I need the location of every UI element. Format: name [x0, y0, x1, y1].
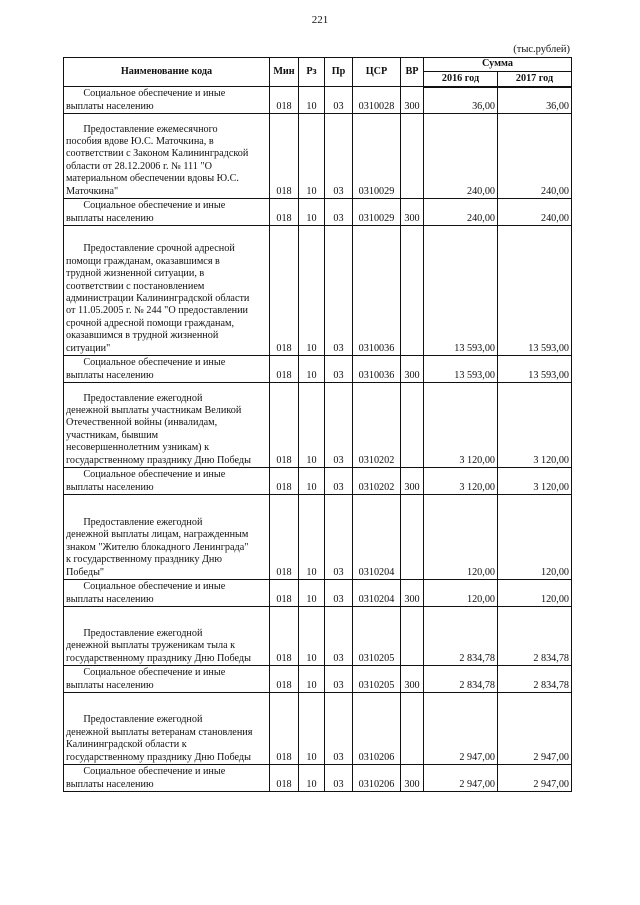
cell-name: Предоставление ежегодной денежной выплаты участникам Великой Отечественной войны (инвалидам, участникам, бывшим несовершеннолетним узникам) к государственному празднику Дню Победы: [64, 383, 270, 468]
cell-rz: 10: [299, 666, 325, 693]
table-row: [64, 87, 572, 114]
cell-sum-2017: 2 834,78: [498, 666, 572, 693]
table-row: [64, 199, 572, 226]
cell-csr: 0310206: [353, 765, 401, 792]
table-header: [64, 58, 572, 87]
table-row: [64, 580, 572, 607]
cell-min: 018: [270, 666, 299, 693]
header-name: Наименование кода: [64, 58, 270, 87]
cell-vr: 300: [401, 765, 424, 792]
cell-name: Социальное обеспечение и иные выплаты населению: [64, 765, 270, 792]
cell-pr: 03: [325, 468, 353, 495]
cell-pr: 03: [325, 356, 353, 383]
cell-rz: 10: [299, 87, 325, 114]
cell-sum-2016: 240,00: [424, 199, 498, 226]
page-number: 221: [311, 14, 329, 26]
cell-sum-2017: 3 120,00: [498, 383, 572, 468]
cell-pr: 03: [325, 666, 353, 693]
header-csr: ЦСР: [353, 58, 401, 87]
cell-vr: [401, 607, 424, 666]
cell-vr: 300: [401, 468, 424, 495]
budget-table: [63, 57, 572, 792]
cell-csr: 0310036: [353, 356, 401, 383]
cell-pr: 03: [325, 199, 353, 226]
cell-csr: 0310205: [353, 666, 401, 693]
cell-rz: 10: [299, 580, 325, 607]
cell-sum-2017: 36,00: [498, 87, 572, 114]
cell-vr: [401, 383, 424, 468]
cell-csr: 0310205: [353, 607, 401, 666]
table-row: [64, 495, 572, 580]
cell-min: 018: [270, 356, 299, 383]
cell-name: Социальное обеспечение и иные выплаты населению: [64, 666, 270, 693]
cell-rz: 10: [299, 693, 325, 765]
cell-min: 018: [270, 468, 299, 495]
cell-csr: 0310204: [353, 495, 401, 580]
cell-min: 018: [270, 693, 299, 765]
cell-sum-2017: 120,00: [498, 580, 572, 607]
cell-csr: 0310036: [353, 226, 401, 356]
table-row: [64, 765, 572, 792]
cell-rz: 10: [299, 226, 325, 356]
cell-sum-2016: 120,00: [424, 580, 498, 607]
header-min: Мин: [270, 58, 299, 87]
header-rz: Рз: [299, 58, 325, 87]
cell-name: Социальное обеспечение и иные выплаты населению: [64, 580, 270, 607]
table-row: [64, 114, 572, 199]
cell-pr: 03: [325, 114, 353, 199]
header-sum: Сумма: [424, 58, 572, 72]
cell-min: 018: [270, 226, 299, 356]
header-year-2017: 2017 год: [498, 72, 572, 87]
cell-pr: 03: [325, 693, 353, 765]
cell-name: Социальное обеспечение и иные выплаты населению: [64, 199, 270, 226]
cell-sum-2017: 2 947,00: [498, 765, 572, 792]
cell-csr: 0310204: [353, 580, 401, 607]
cell-sum-2016: 2 947,00: [424, 765, 498, 792]
cell-sum-2016: 13 593,00: [424, 226, 498, 356]
cell-vr: [401, 226, 424, 356]
cell-vr: 300: [401, 580, 424, 607]
cell-pr: 03: [325, 765, 353, 792]
cell-csr: 0310029: [353, 199, 401, 226]
cell-name: Предоставление ежемесячного пособия вдове Ю.С. Маточкина, в соответствии с Законом Калининградской области от 28.12.2006 г. № 111 "О материальном обеспечении вдовы Ю.С. Маточкина": [64, 114, 270, 199]
cell-vr: [401, 495, 424, 580]
cell-sum-2017: 2 947,00: [498, 693, 572, 765]
cell-name: Социальное обеспечение и иные выплаты населению: [64, 468, 270, 495]
cell-pr: 03: [325, 495, 353, 580]
cell-rz: 10: [299, 383, 325, 468]
table-row: [64, 383, 572, 468]
cell-csr: 0310029: [353, 114, 401, 199]
cell-pr: 03: [325, 87, 353, 114]
cell-sum-2016: 2 834,78: [424, 607, 498, 666]
cell-sum-2016: 2 834,78: [424, 666, 498, 693]
cell-min: 018: [270, 383, 299, 468]
table-row: [64, 226, 572, 356]
cell-rz: 10: [299, 356, 325, 383]
cell-name: Социальное обеспечение и иные выплаты населению: [64, 356, 270, 383]
header-vr: ВР: [401, 58, 424, 87]
cell-pr: 03: [325, 580, 353, 607]
cell-min: 018: [270, 580, 299, 607]
table-row: [64, 666, 572, 693]
cell-name: Предоставление ежегодной денежной выплаты труженикам тыла к государственному празднику Дню Победы: [64, 607, 270, 666]
units-label: (тыс.рублей): [513, 44, 570, 55]
cell-name: Предоставление ежегодной денежной выплаты лицам, награжденным знаком "Жителю блокадного Ленинграда" к государственному празднику Дню Победы": [64, 495, 270, 580]
cell-min: 018: [270, 114, 299, 199]
cell-min: 018: [270, 765, 299, 792]
cell-min: 018: [270, 495, 299, 580]
cell-name: Предоставление ежегодной денежной выплаты ветеранам становления Калининградской области к государственному празднику Дню Победы: [64, 693, 270, 765]
cell-min: 018: [270, 199, 299, 226]
cell-rz: 10: [299, 495, 325, 580]
cell-sum-2016: 120,00: [424, 495, 498, 580]
cell-rz: 10: [299, 199, 325, 226]
cell-sum-2016: 240,00: [424, 114, 498, 199]
cell-vr: 300: [401, 87, 424, 114]
cell-rz: 10: [299, 765, 325, 792]
cell-csr: 0310028: [353, 87, 401, 114]
table-row: [64, 693, 572, 765]
cell-pr: 03: [325, 226, 353, 356]
cell-sum-2017: 13 593,00: [498, 226, 572, 356]
cell-min: 018: [270, 87, 299, 114]
cell-sum-2017: 120,00: [498, 495, 572, 580]
cell-csr: 0310202: [353, 468, 401, 495]
cell-sum-2016: 3 120,00: [424, 383, 498, 468]
cell-sum-2017: 13 593,00: [498, 356, 572, 383]
cell-sum-2017: 3 120,00: [498, 468, 572, 495]
cell-name: Предоставление срочной адресной помощи гражданам, оказавшимся в трудной жизненной ситуации, в соответствии с постановлением администрации Калининградской области от 11.05.2005 г. № 244 "О предоставлении срочной адресной помощи гражданам, оказавшимся в трудной жизненной ситуации": [64, 226, 270, 356]
cell-pr: 03: [325, 383, 353, 468]
cell-sum-2017: 240,00: [498, 114, 572, 199]
cell-vr: 300: [401, 666, 424, 693]
table-row: [64, 356, 572, 383]
table-row: [64, 468, 572, 495]
cell-sum-2016: 13 593,00: [424, 356, 498, 383]
cell-sum-2017: 2 834,78: [498, 607, 572, 666]
cell-csr: 0310206: [353, 693, 401, 765]
cell-rz: 10: [299, 607, 325, 666]
cell-sum-2017: 240,00: [498, 199, 572, 226]
cell-pr: 03: [325, 607, 353, 666]
cell-min: 018: [270, 607, 299, 666]
cell-vr: [401, 693, 424, 765]
table-body: [64, 87, 572, 792]
cell-sum-2016: 36,00: [424, 87, 498, 114]
cell-vr: 300: [401, 356, 424, 383]
table-row: [64, 607, 572, 666]
header-year-2016: 2016 год: [424, 72, 498, 87]
cell-csr: 0310202: [353, 383, 401, 468]
cell-sum-2016: 3 120,00: [424, 468, 498, 495]
header-pr: Пр: [325, 58, 353, 87]
cell-sum-2016: 2 947,00: [424, 693, 498, 765]
cell-name: Социальное обеспечение и иные выплаты населению: [64, 87, 270, 114]
cell-rz: 10: [299, 114, 325, 199]
cell-vr: [401, 114, 424, 199]
cell-vr: 300: [401, 199, 424, 226]
cell-rz: 10: [299, 468, 325, 495]
